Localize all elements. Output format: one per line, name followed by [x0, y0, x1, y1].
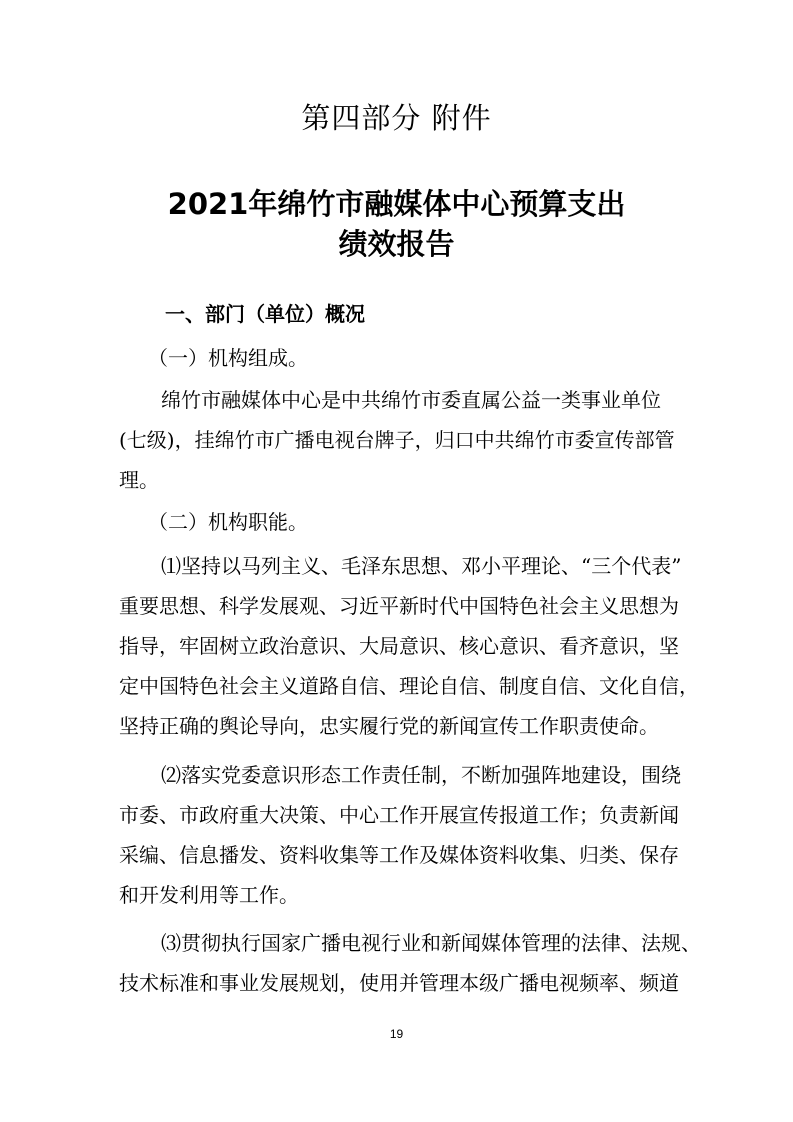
- paragraph-line: 定中国特色社会主义道路自信、理论自信、制度自信、文化自信，: [119, 674, 699, 698]
- subsection-heading-2: （二）机构职能。: [148, 510, 308, 534]
- paragraph-line: 坚持正确的舆论导向，忠实履行党的新闻宣传工作职责使命。: [119, 714, 659, 738]
- paragraph-line: 重要思想、科学发展观、习近平新时代中国特色社会主义思想为: [119, 594, 679, 618]
- page-number: 19: [389, 1027, 404, 1041]
- report-title: [0, 184, 793, 264]
- part-title: 第四部分 附件: [301, 101, 492, 135]
- paragraph-function-3: [119, 923, 701, 1003]
- paragraph-line: ⑶贯彻执行国家广播电视行业和新闻媒体管理的法律、法规、: [161, 931, 701, 955]
- paragraph-function-1: [119, 546, 699, 746]
- subsection-heading-1: （一）机构组成。: [148, 346, 308, 370]
- section-heading: 一、部门（单位）概况: [165, 302, 365, 326]
- paragraph-line: 指导，牢固树立政治意识、大局意识、核心意识、看齐意识，坚: [119, 634, 679, 658]
- paragraph-line: (七级)，挂绵竹市广播电视台牌子，归口中共绵竹市委宣传部管: [119, 428, 675, 452]
- paragraph-line: 理。: [119, 468, 159, 492]
- paragraph-line: 市委、市政府重大决策、中心工作开展宣传报道工作；负责新闻: [119, 803, 679, 827]
- report-title-line-2: 绩效报告: [338, 227, 455, 261]
- paragraph-function-2: [119, 755, 681, 915]
- paragraph-line: 绵竹市融媒体中心是中共绵竹市委直属公益一类事业单位: [161, 388, 661, 412]
- paragraph-line: 采编、信息播发、资料收集等工作及媒体资料收集、归类、保存: [119, 843, 679, 867]
- paragraph-line: ⑵落实党委意识形态工作责任制，不断加强阵地建设，围绕: [161, 763, 681, 787]
- paragraph-org-composition: [119, 380, 675, 500]
- paragraph-line: 和开发利用等工作。: [119, 883, 299, 907]
- paragraph-line: ⑴坚持以马列主义、毛泽东思想、邓小平理论、“三个代表”: [161, 554, 682, 578]
- paragraph-line: 技术标准和事业发展规划，使用并管理本级广播电视频率、频道: [119, 971, 679, 995]
- report-title-line-1: 2021年绵竹市融媒体中心预算支出: [167, 187, 626, 221]
